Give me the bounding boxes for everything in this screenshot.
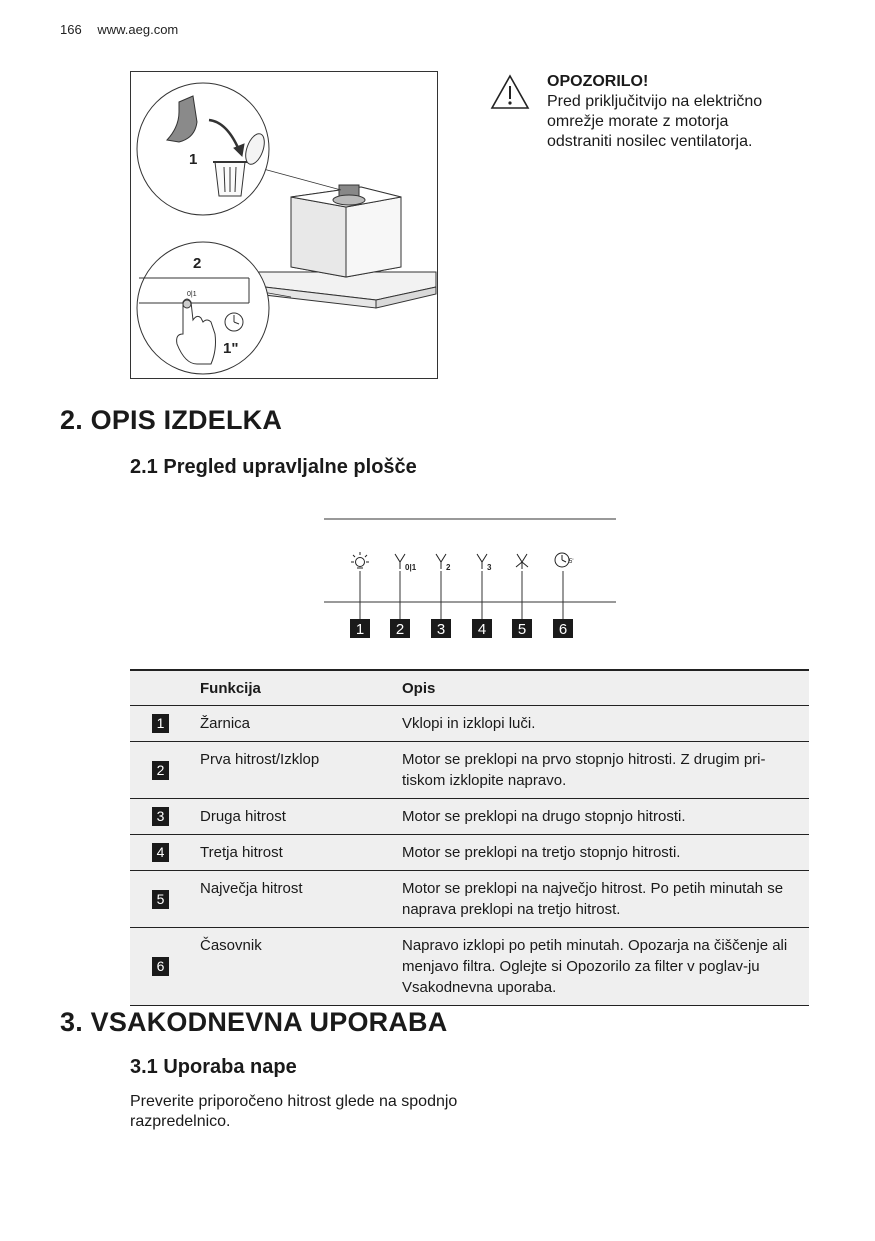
hood-illustration [256, 185, 436, 308]
panel-badge-4: 4 [477, 621, 487, 638]
section-2-1-title: 2.1 Pregled upravljalne plošče [130, 456, 417, 478]
row-number-badge: 4 [152, 843, 169, 862]
step-1-label: 1 [189, 151, 198, 168]
control-panel-diagram [324, 518, 616, 640]
control-panel-svg [324, 518, 616, 640]
panel-badge-2: 2 [395, 621, 405, 638]
fan-button-label: 0|1 [187, 291, 197, 298]
row-number-badge: 6 [152, 957, 169, 976]
panel-badge-1: 1 [355, 621, 365, 638]
row-description: Motor se preklopi na največjo hitrost. Po petih minutah se naprava preklopi na tretjo hitrost. [394, 871, 809, 928]
section-3-title: 3. VSAKODNEVNA UPORABA [60, 1007, 448, 1037]
row-function: Časovnik [192, 928, 394, 1006]
step-2-label: 2 [193, 255, 202, 272]
section-3-1-text: Preverite priporočeno hitrost glede na spodnjo razpredelnico. [130, 1093, 458, 1130]
fan-on-off-sub-label: 0|1 [405, 563, 417, 572]
fan-max-speed-icon[interactable] [516, 554, 528, 569]
table-row [130, 835, 809, 871]
header-description: Opis [394, 670, 809, 706]
row-description: Vklopi in izklopi luči. [394, 706, 809, 742]
website-link[interactable]: www.aeg.com [97, 22, 179, 37]
timer-sub-label: 5' [569, 559, 574, 565]
page-header [60, 22, 178, 37]
lamp-icon[interactable] [351, 552, 369, 568]
table-row [130, 871, 809, 928]
page-number: 166 [60, 22, 82, 37]
header-number [130, 670, 192, 706]
panel-badge-3: 3 [436, 621, 446, 638]
installation-figure [130, 71, 438, 379]
panel-badge-5: 5 [517, 621, 527, 638]
installation-illustration [131, 72, 437, 378]
row-function: Žarnica [192, 706, 394, 742]
speed-2-sub-label: 2 [446, 563, 451, 572]
header-function: Funkcija [192, 670, 394, 706]
warning-triangle-icon [490, 74, 530, 110]
row-number-badge: 2 [152, 761, 169, 780]
row-description: Motor se preklopi na drugo stopnjo hitrosti. [394, 799, 809, 835]
row-description: Motor se preklopi na prvo stopnjo hitrosti. Z drugim pri-tiskom izklopite napravo. [394, 742, 809, 799]
warning-title: OPOZORILO! [547, 73, 649, 90]
fan-speed-3-icon[interactable] [477, 554, 487, 569]
row-function: Druga hitrost [192, 799, 394, 835]
row-number-badge: 1 [152, 714, 169, 733]
table-row [130, 928, 809, 1006]
timer-icon[interactable] [555, 553, 569, 567]
panel-badge-6: 6 [558, 621, 568, 638]
table-row [130, 706, 809, 742]
row-function: Prva hitrost/Izklop [192, 742, 394, 799]
row-function: Tretja hitrost [192, 835, 394, 871]
row-function: Največja hitrost [192, 871, 394, 928]
section-2-title: 2. OPIS IZDELKA [60, 405, 283, 435]
fan-speed-2-icon[interactable] [436, 554, 446, 569]
row-number-badge: 5 [152, 890, 169, 909]
fan-on-off-icon[interactable] [395, 554, 405, 569]
section-3-1-title: 3.1 Uporaba nape [130, 1056, 297, 1078]
table-row [130, 799, 809, 835]
row-number-badge: 3 [152, 807, 169, 826]
duration-label: 1" [223, 340, 239, 357]
warning-text: Pred priključitvijo na električno omrežje morate z motorja odstraniti nosilec ventilatorja. [547, 93, 763, 150]
speed-3-sub-label: 3 [487, 563, 492, 572]
function-table [130, 669, 809, 1006]
table-row [130, 742, 809, 799]
row-description: Motor se preklopi na tretjo stopnjo hitrosti. [394, 835, 809, 871]
table-header-row [130, 670, 809, 706]
row-description: Napravo izklopi po petih minutah. Opozarja na čiščenje ali menjavo filtra. Oglejte si Opozorilo za filter v poglav-ju Vsakodnevna uporaba. [394, 928, 809, 1006]
